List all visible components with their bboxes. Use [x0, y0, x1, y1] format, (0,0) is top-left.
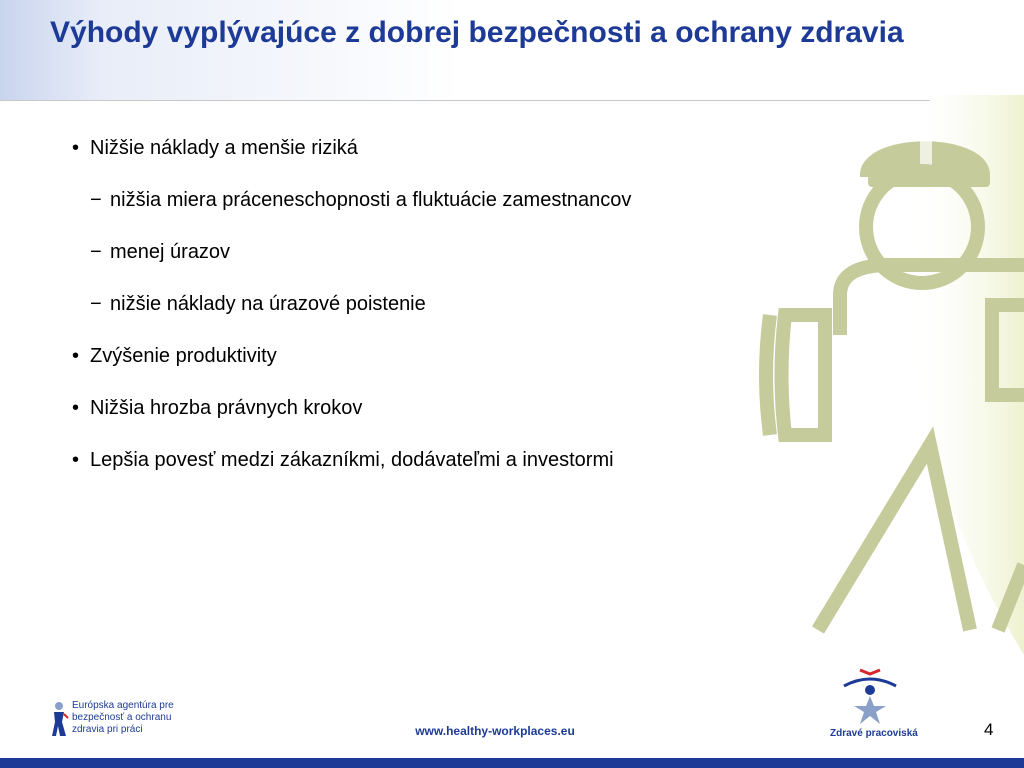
dash-marker: −	[90, 241, 102, 263]
list-item	[70, 396, 830, 420]
list-item	[70, 448, 830, 472]
dash-marker: −	[90, 189, 102, 211]
list-item	[70, 240, 830, 264]
list-item-text: Nižšie náklady a menšie riziká	[90, 137, 358, 159]
bullet-marker: •	[72, 345, 80, 367]
dash-marker: −	[90, 293, 102, 315]
list-item-text: nižšia miera práceneschopnosti a fluktuácie zamestnancov	[110, 189, 632, 211]
bullet-marker: •	[72, 449, 80, 471]
agency-line: bezpečnosť a ochranu	[72, 712, 172, 723]
footer-url[interactable]: www.healthy-workplaces.eu	[415, 724, 575, 738]
list-item	[70, 292, 830, 316]
agency-logo	[50, 700, 190, 740]
list-item	[70, 344, 830, 368]
footer-bar	[0, 758, 1024, 768]
list-item-text: Zvýšenie produktivity	[90, 345, 277, 367]
bullet-marker: •	[72, 397, 80, 419]
list-item-text: nižšie náklady na úrazové poistenie	[110, 293, 426, 315]
list-item	[70, 136, 830, 160]
star-figure-logo-icon	[830, 664, 910, 726]
slide-title: Výhody vyplývajúce z dobrej bezpečnosti a ochrany zdravia	[50, 16, 904, 49]
eu-osha-logo-icon	[50, 700, 70, 740]
list-item-text: Nižšia hrozba právnych krokov	[90, 397, 363, 419]
list-item-text: Lepšia povesť medzi zákazníkmi, dodávateľmi a investormi	[90, 449, 614, 471]
campaign-logo	[830, 664, 918, 744]
list-item-text: menej úrazov	[110, 241, 231, 263]
agency-line: zdravia pri práci	[72, 724, 143, 735]
bullet-list	[70, 136, 830, 500]
page-number: 4	[984, 720, 994, 739]
list-item	[70, 188, 830, 212]
campaign-name: Zdravé pracoviská	[830, 728, 918, 739]
agency-line: Európska agentúra pre	[72, 700, 174, 711]
bullet-marker: •	[72, 137, 80, 159]
agency-name	[72, 700, 174, 736]
